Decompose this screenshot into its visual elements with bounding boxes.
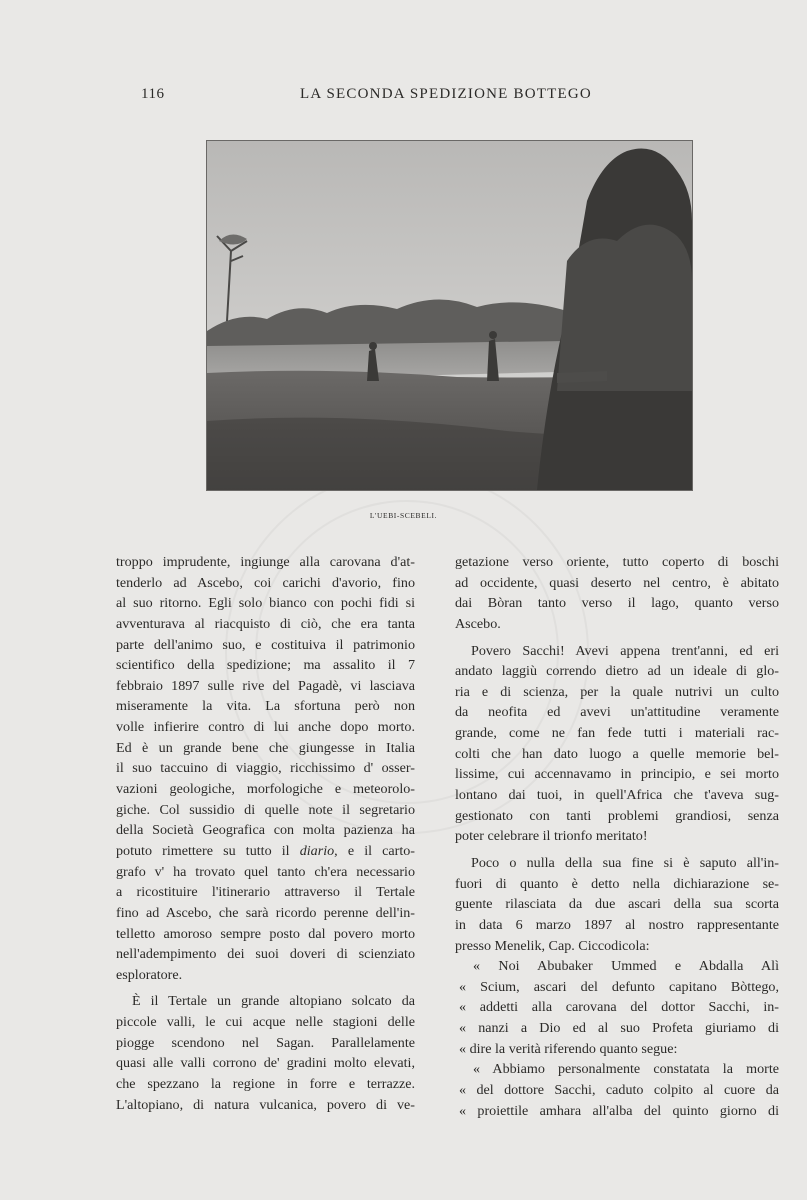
photograph-uebi-scebeli bbox=[206, 140, 693, 491]
text-line: grande, come ne fan fede tutti i materiali rac- bbox=[455, 725, 779, 742]
quote-line: « Abbiamo personalmente constatata la morte bbox=[473, 1061, 779, 1078]
text-column-left bbox=[116, 552, 415, 1115]
text-line: in data 6 marzo 1897 al nostro rappresentante bbox=[455, 916, 779, 933]
text-line: colti che han dato luogo a quelle memorie bel- bbox=[455, 745, 779, 762]
quote-line: « Scium, ascari del defunto capitano Bòttego, bbox=[459, 978, 779, 995]
quote-line: « Noi Abubaker Ummed e Abdalla Alì bbox=[473, 958, 779, 975]
text-line: della Società Geografica con molta pazienza ha bbox=[116, 822, 415, 839]
text-line: parte dell'animo suo, e costituiva il patrimonio bbox=[116, 636, 415, 653]
text-line-part: , e il carto- bbox=[334, 842, 415, 859]
text-line: troppo imprudente, ingiunge alla carovana d'at- bbox=[116, 554, 415, 570]
figure-caption: L'UEBI-SCEBELI. bbox=[369, 511, 438, 520]
text-line: guente rilasciata da due ascari della sua scorta bbox=[455, 896, 779, 913]
text-line: da neofita ed avevi un'attitudine veramente bbox=[455, 704, 779, 721]
running-head: LA SECONDA SPEDIZIONE BOTTEGO bbox=[300, 86, 592, 102]
text-line: presso Menelik, Cap. Ciccodicola: bbox=[455, 937, 650, 954]
text-line: gestionato con tanti problemi grandiosi, senza bbox=[455, 807, 779, 824]
quote-line: « addetti alla carovana del dottor Sacchi, in- bbox=[459, 999, 779, 1016]
text-line: il suo taccuino di viaggio, ricchissimo d' osser- bbox=[116, 760, 415, 777]
text-line: giche. Col sussidio di quelle note il segretario bbox=[116, 801, 415, 818]
text-line: che spezzano la regione in forre e terrazze. bbox=[116, 1076, 415, 1093]
text-line: avventurava al riacquisto di ciò, che era tanta bbox=[116, 615, 415, 632]
text-line: Ed è un grande bene che giungesse in Italia bbox=[116, 739, 415, 756]
text-line: andato laggiù correndo dietro ad un ideale di glo- bbox=[455, 663, 779, 680]
quote-line: « proiettile amhara all'alba del quinto giorno di bbox=[459, 1102, 779, 1119]
text-line: ad occidente, quasi deserto nel centro, è abitato bbox=[455, 574, 779, 591]
text-line: È il Tertale un grande altopiano solcato da bbox=[132, 993, 415, 1010]
italic-word-diario: diario bbox=[299, 842, 335, 859]
text-line: Ascebo. bbox=[455, 615, 501, 632]
text-line: esploratore. bbox=[116, 966, 183, 983]
quote-line: « nanzi a Dio ed al suo Profeta giuriamo di bbox=[459, 1020, 779, 1037]
text-line: tenderlo ad Ascebo, coi carichi d'avorio, fino bbox=[116, 574, 415, 591]
text-line: quasi alle valli corrono de' gradini molto elevati, bbox=[116, 1055, 415, 1072]
text-line: fino ad Ascebo, che sarà ricordo perenne dell'in- bbox=[116, 904, 415, 921]
text-line: volle infierire contro di lui anche dopo morto. bbox=[116, 719, 415, 736]
text-line: piccole valli, le cui acque nelle stagioni delle bbox=[116, 1014, 415, 1031]
quote-line: « dire la verità riferendo quanto segue: bbox=[459, 1040, 678, 1057]
text-line: Poco o nulla della sua fine si è saputo all'in- bbox=[471, 854, 779, 871]
text-line: telletto amoroso sempre posto dal povero morto bbox=[116, 925, 415, 942]
text-line-part: potuto rimettere su tutto il bbox=[116, 842, 300, 859]
text-line-diario bbox=[116, 841, 415, 862]
text-line: poter celebrare il trionfo meritato! bbox=[455, 828, 648, 845]
text-line: a ricostituire l'itinerario attraverso il Tertale bbox=[116, 884, 415, 901]
text-line: grafo v' ha trovato quel tanto ch'era necessario bbox=[116, 863, 415, 880]
text-line: scientifico della spedizione; ma assalito il 7 bbox=[116, 657, 415, 674]
text-line: al suo ritorno. Egli solo bianco con pochi fidi si bbox=[116, 595, 415, 612]
text-line: getazione verso oriente, tutto coperto di boschi bbox=[455, 554, 779, 570]
text-column-right bbox=[455, 552, 779, 1121]
text-line: vazioni geologiche, morfologiche e meteorolo- bbox=[116, 781, 415, 798]
text-line: Povero Sacchi! Avevi appena trent'anni, ed eri bbox=[471, 642, 779, 659]
text-line: miseramente la vita. La sfortuna però non bbox=[116, 698, 415, 715]
text-line: nell'adempimento dei suoi doveri di scienziato bbox=[116, 946, 415, 963]
text-line: piogge scendono nel Sagan. Parallelamente bbox=[116, 1034, 415, 1051]
text-line: febbraio 1897 sulle rive del Pagadè, vi lasciava bbox=[116, 677, 415, 694]
text-line: lontano dai tuoi, in quell'Africa che t'aveva sug- bbox=[455, 787, 779, 804]
text-line: dai Bòran tanto verso il lago, quanto verso bbox=[455, 595, 779, 612]
page-header bbox=[0, 86, 807, 108]
text-line: fuori di quanto è detto nella dichiarazione se- bbox=[455, 875, 779, 892]
quote-line: « del dottore Sacchi, caduto colpito al cuore da bbox=[459, 1082, 779, 1099]
text-line: L'altopiano, di natura vulcanica, povero di ve- bbox=[116, 1096, 415, 1113]
page-number: 116 bbox=[141, 86, 165, 102]
text-line: lissime, cui accennavamo in principio, e sei morto bbox=[455, 766, 779, 783]
text-line: ria e di scienza, per la quale nutrivi un culto bbox=[455, 683, 779, 700]
